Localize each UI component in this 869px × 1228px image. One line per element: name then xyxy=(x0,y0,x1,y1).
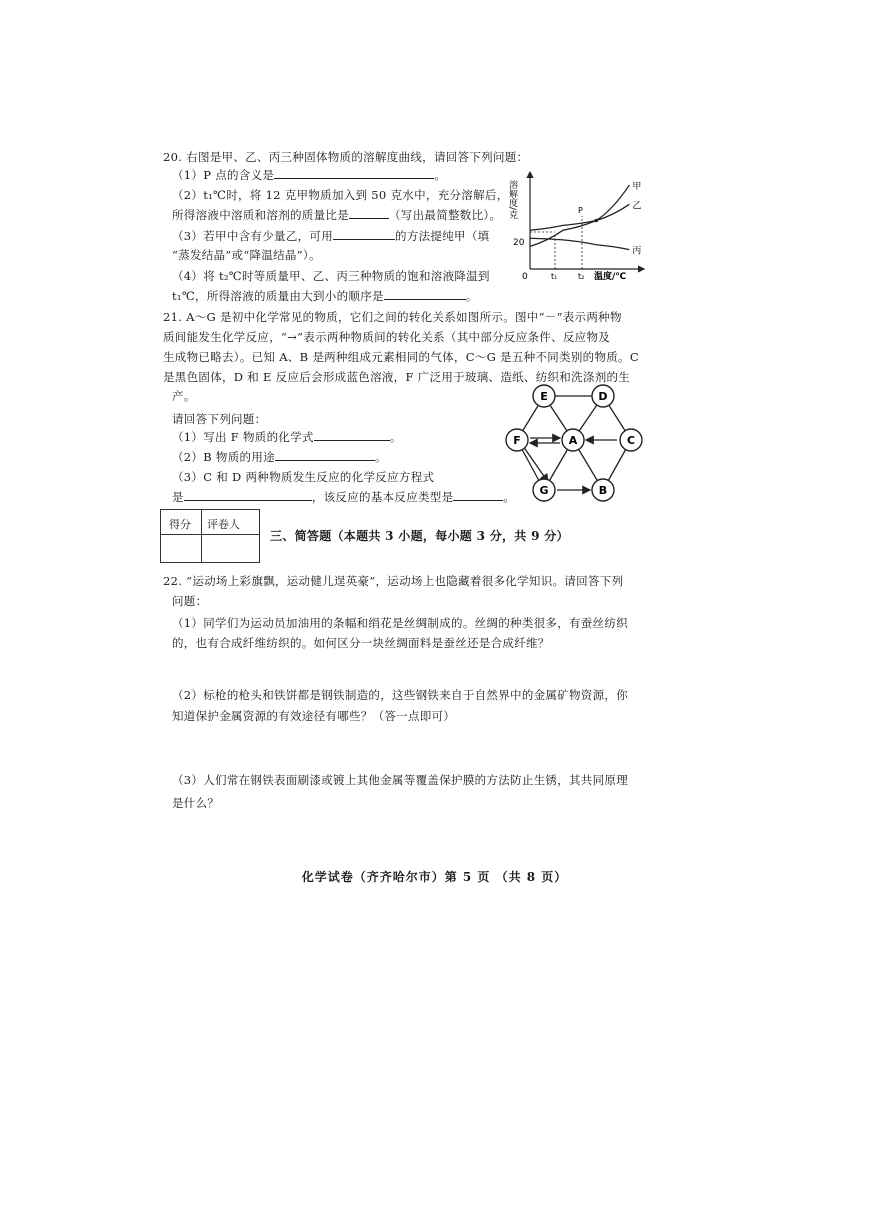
q22-line2: 问题： xyxy=(172,594,208,608)
q22-part3-line1: （3）人们常在钢铁表面刷漆或镀上其他金属等覆盖保护膜的方法防止生锈，其共同原理 xyxy=(172,773,629,787)
y-tick-20: 20 xyxy=(513,238,525,248)
page-footer: 化学试卷（齐齐哈尔市）第 5 页 （共 8 页） xyxy=(301,870,568,884)
y-axis-label: 溶解度/克 xyxy=(507,180,517,220)
q21-line1: 21. A～G 是初中化学常见的物质，它们之间的转化关系如图所示。图中“－”表示两种物 xyxy=(163,310,622,324)
svg-text:A: A xyxy=(568,434,578,447)
q21-line2: 质间能发生化学反应，“→”表示两种物质间的转化关系（其中部分反应条件、反应物及 xyxy=(163,330,611,344)
x-tick-t1: t₁ xyxy=(551,272,558,281)
q21-line3: 生成物已略去）。已知 A、B 是两种组成元素相同的气体，C～G 是五种不同类别的物质。C xyxy=(163,350,639,364)
svg-text:B: B xyxy=(598,484,608,497)
substance-relation-diagram xyxy=(500,380,650,508)
q20-part1: （1）P 点的含义是 。 xyxy=(172,168,447,182)
answer-blank[interactable] xyxy=(314,430,390,441)
q22-part1-line1: （1）同学们为运动员加油用的条幅和绢花是丝绸制成的。丝绸的种类很多，有蚕丝纺织 xyxy=(172,616,629,630)
solubility-chart xyxy=(498,166,648,284)
answer-blank[interactable] xyxy=(184,490,312,501)
q20-part2-line2: 所得溶液中溶质和溶剂的质量比是 （写出最简整数比）。 xyxy=(172,208,502,222)
q21-sub1: （1）写出 F 物质的化学式 。 xyxy=(172,430,402,444)
svg-text:E: E xyxy=(540,390,548,403)
q20-part2-line1: （2）t₁℃时，将 12 克甲物质加入到 50 克水中，充分溶解后， xyxy=(172,188,509,202)
node-g xyxy=(533,479,555,501)
q21-sub2: （2）B 物质的用途 。 xyxy=(172,450,387,464)
svg-text:G: G xyxy=(539,484,549,497)
svg-text:D: D xyxy=(598,390,608,403)
answer-blank[interactable] xyxy=(333,229,395,240)
score-label: 得分 xyxy=(169,518,191,531)
q22-part1-line2: 的，也有合成纤维纺织的。如何区分一块丝绸面料是蚕丝还是合成纤维？ xyxy=(172,636,550,650)
q22-part2-line2: 知道保护金属资源的有效途径有哪些？（答一点即可） xyxy=(172,709,456,723)
q21-prompt: 请回答下列问题： xyxy=(172,412,267,426)
x-tick-t2: t₂ xyxy=(578,272,585,281)
q21-sub3: （3）C 和 D 两种物质发生反应的化学反应方程式 xyxy=(172,470,435,484)
q21-line4: 是黑色固体，D 和 E 反应后会形成蓝色溶液，F 广泛用于玻璃、造纸、纺织和洗涤剂的生 xyxy=(163,370,631,384)
point-p-label: P xyxy=(578,206,583,215)
series-label-bing: 丙 xyxy=(632,246,642,257)
node-b xyxy=(592,479,614,501)
section-3-title: 三、简答题（本题共 3 小题，每小题 3 分，共 9 分） xyxy=(270,529,569,543)
q20-intro: 20. 右图是甲、乙、丙三种固体物质的溶解度曲线，请回答下列问题： xyxy=(163,150,529,164)
q20-part4-line2: t₁℃，所得溶液的质量由大到小的顺序是 。 xyxy=(172,289,478,303)
q21-line5: 产。 xyxy=(172,389,196,403)
answer-blank[interactable] xyxy=(384,289,466,300)
point-p xyxy=(594,219,598,223)
answer-blank[interactable] xyxy=(275,450,375,461)
node-d xyxy=(592,385,614,407)
curve-jia xyxy=(530,185,629,246)
q22-line1: 22. “运动场上彩旗飘，运动健儿逞英豪”，运动场上也隐藏着很多化学知识。请回答下列 xyxy=(163,574,624,588)
score-input-cell[interactable] xyxy=(162,536,200,560)
q22-part2-line1: （2）标枪的枪头和铁饼都是钢铁制造的，这些钢铁来自于自然界中的金属矿物资源，你 xyxy=(172,688,629,702)
grader-label: 评卷人 xyxy=(207,518,240,531)
diagram-nodes xyxy=(506,385,642,501)
node-c xyxy=(620,429,642,451)
svg-text:F: F xyxy=(513,434,521,447)
q22-part3-line2: 是什么？ xyxy=(172,796,220,810)
q21-sub3-answer: 是 ，该反应的基本反应类型是 。 xyxy=(172,490,516,504)
origin-label: 0 xyxy=(522,272,528,282)
x-axis-label: 温度/℃ xyxy=(594,272,627,282)
chart-series-group xyxy=(530,181,641,257)
q20-part4-line1: （4）将 t₂℃时等质量甲、乙、丙三种物质的饱和溶液降温到 xyxy=(172,269,490,283)
answer-blank[interactable] xyxy=(274,168,434,179)
node-e xyxy=(533,385,555,407)
svg-text:C: C xyxy=(626,434,636,447)
answer-blank[interactable] xyxy=(453,490,503,501)
score-box xyxy=(160,509,260,563)
grader-input-cell[interactable] xyxy=(203,536,258,560)
answer-blank[interactable] xyxy=(349,208,389,219)
series-label-jia: 甲 xyxy=(632,181,642,192)
q20-part3-line2: “蒸发结晶”或“降温结晶”）。 xyxy=(172,248,321,262)
node-f xyxy=(506,429,528,451)
node-a xyxy=(562,429,584,451)
q20-part3-line1: （3）若甲中含有少量乙，可用 的方法提纯甲（填 xyxy=(172,229,490,243)
series-label-yi: 乙 xyxy=(632,201,642,212)
